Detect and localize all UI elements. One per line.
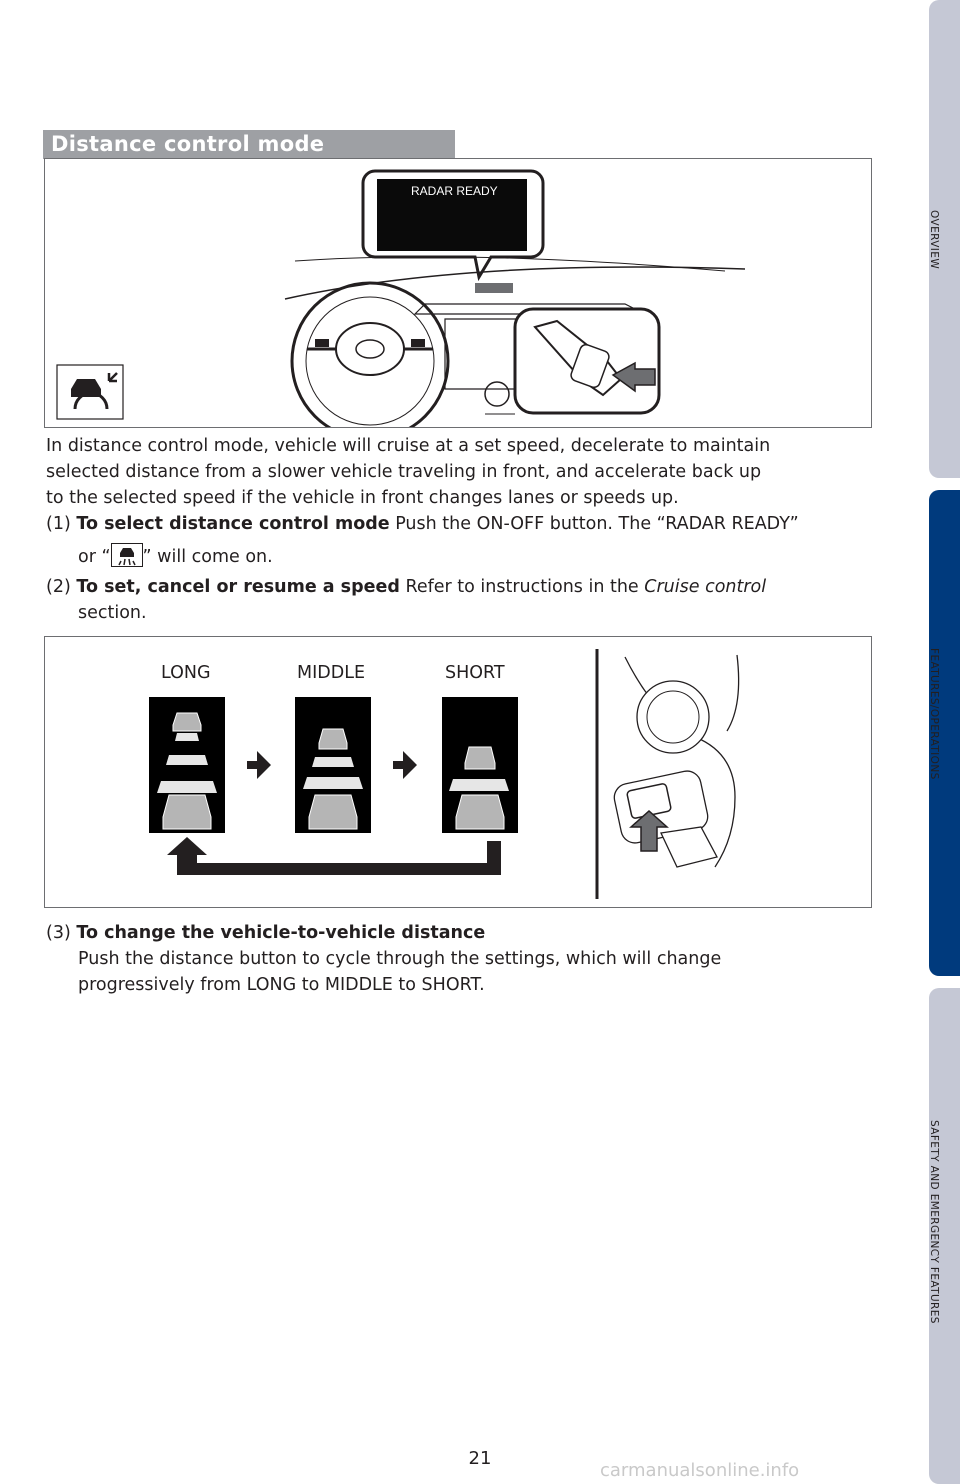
radar-cruise-inline-icon	[111, 543, 143, 567]
step1-line-2	[78, 545, 273, 569]
distance-settings-figure	[44, 636, 872, 908]
step2-number: (2)	[46, 577, 71, 597]
mode-label-long: LONG	[161, 663, 211, 683]
paragraph-line-3: to the selected speed if the vehicle in front changes lanes or speeds up.	[46, 488, 679, 508]
dashboard-illustration	[45, 159, 871, 427]
tab-label-features: FEATURES/OPERATIONS	[928, 648, 940, 780]
step1-text: Push the ON-OFF button. The “RADAR READY”	[389, 514, 799, 534]
step2-title: To set, cancel or resume a speed	[76, 577, 400, 597]
step3-line-1	[46, 921, 485, 945]
step2-line-2: section.	[78, 603, 147, 623]
section-title-bar	[43, 130, 455, 159]
step1-line2-before: or “	[78, 547, 111, 567]
step2-text: Refer to instructions in the	[399, 577, 645, 597]
mode-label-middle: MIDDLE	[297, 663, 366, 683]
paragraph-line-2: selected distance from a slower vehicle traveling in front, and accelerate back up	[46, 462, 762, 482]
page-number: 21	[468, 1448, 492, 1469]
step2-line-1	[46, 575, 766, 599]
section-title: Distance control mode	[51, 132, 325, 156]
step2-italic: Cruise control	[644, 577, 767, 597]
paragraph-line-1: In distance control mode, vehicle will cruise at a set speed, decelerate to maintain	[46, 436, 771, 456]
radar-ready-display-text: RADAR READY	[411, 184, 498, 198]
step1-number: (1)	[46, 514, 71, 534]
step1-line2-after: ” will come on.	[142, 547, 273, 567]
step3-line-2: Push the distance button to cycle through the settings, which will change	[78, 949, 722, 969]
step1-line-1	[46, 512, 799, 536]
step3-line-3: progressively from LONG to MIDDLE to SHORT.	[78, 975, 485, 995]
dashboard-figure	[44, 158, 872, 428]
step1-title: To select distance control mode	[76, 514, 390, 534]
step3-title: To change the vehicle-to-vehicle distance	[76, 923, 486, 943]
watermark: carmanualsonline.info	[600, 1460, 800, 1481]
tab-label-overview: OVERVIEW	[928, 210, 940, 270]
tab-label-safety: SAFETY AND EMERGENCY FEATURES	[928, 1120, 940, 1324]
step3-number: (3)	[46, 923, 71, 943]
mode-label-short: SHORT	[445, 663, 505, 683]
